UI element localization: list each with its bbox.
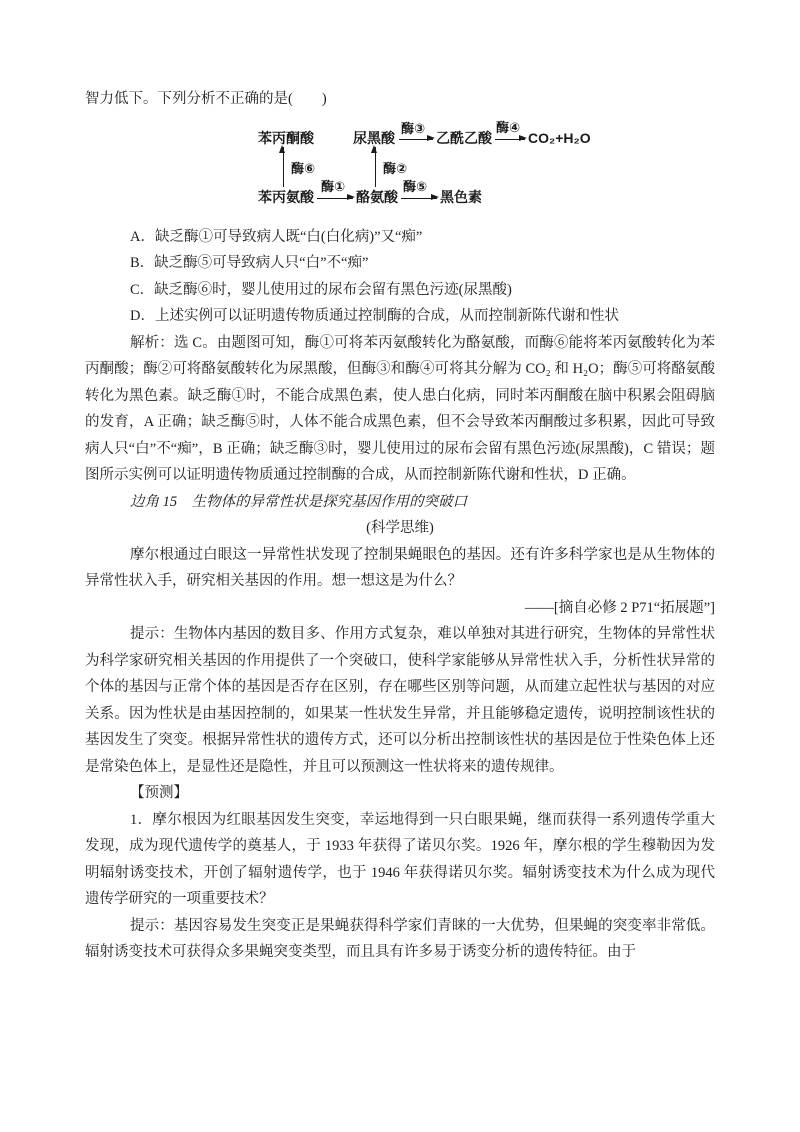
- option-c: C．缺乏酶⑥时，婴儿使用过的尿布会留有黑色污迹(尿黑酸): [130, 281, 512, 298]
- arrow-phenylalanine-to-phenylpyruvate: [283, 147, 284, 187]
- option-a: A．缺乏酶①可导致病人既“白(白化病)”又“痴”: [130, 228, 423, 245]
- arrow-tyrosine-to-homogentisate: [375, 147, 376, 187]
- arrow-phenylalanine-to-tyrosine: [317, 198, 353, 199]
- hint-paragraph-1: 提示：生物体内基因的数目多、作用方式复杂，难以单独对其进行研究，生物体的异常性状为科学家研究相关基因的作用提供了一个突破口，使科学家能够从异常性状入手，分析性状异常的个体的基因与正常个体的基因是否存在区别，存在哪些区别等问题，从而建立起性状与基因的对应关系。因为性状是由基因控制的，如果某一性状发生异常，并且能够稳定遗传，说明控制该性状的基因发生了突变。根据异常性状的遗传方式，还可以分析出控制该性状的基因是位于性染色体上还是常染色体上，是显性还是隐性，并且可以预测这一性状将来的遗传规律。: [85, 626, 715, 775]
- node-acetoacetate: 乙酰乙酸: [436, 129, 492, 146]
- enzyme-1-label: 酶①: [321, 178, 346, 194]
- corner-heading: 边角 15 生物体的异常性状是探究基因作用的突破口: [130, 493, 468, 510]
- predict-question-1: 1．摩尔根因为红眼基因发生突变，幸运地得到一只白眼果蝇，继而获得一系列遗传学重大发现，成为现代遗传学的奠基人，于 1933 年获得了诺贝尔奖。1926 年，摩尔根的学生穆勒因为发明辐射诱变技术，开创了辐射遗传学，也于 1946 年获得诺贝尔奖。辐射诱变技术为什么成为现代遗传学研究的一项重要技术？: [85, 811, 715, 907]
- node-tyrosine: 酪氨酸: [356, 188, 398, 205]
- arrow-homogentisate-to-acetoacetate: [399, 139, 433, 140]
- arrow-acetoacetate-to-co2: [495, 139, 525, 140]
- morgan-paragraph: 摩尔根通过白眼这一异常性状发现了控制果蝇眼色的基因。还有许多科学家也是从生物体的异常性状入手，研究相关基因的作用。想一想这是为什么？: [85, 546, 715, 589]
- source-attribution: ——[摘自必修 2 P71“拓展题”]: [524, 599, 715, 616]
- arrow-tyrosine-to-melanin: [401, 198, 437, 199]
- option-d: D．上述实例可以证明遗传物质通过控制酶的合成，从而控制新陈代谢和性状: [130, 308, 619, 324]
- node-homogentisate: 尿黑酸: [353, 129, 395, 146]
- analysis-paragraph: 解析：选 C。由题图可知，酶①可将苯丙氨酸转化为酪氨酸，而酶⑥能将苯丙氨酸转化为苯丙酮酸；酶②可将酪氨酸转化为尿黑酸，但酶③和酶④可将其分解为 CO₂ 和 H₂O；酶⑤可将酪氨酸转化为黑色素。缺乏酶①时，不能合成黑色素，使人患白化病，同时苯丙酮酸在脑中积累会阻碍脑的发育，A 正确；缺乏酶⑤时，人体不能合成黑色素，但不会导致苯丙酮酸过多积累，因此可导致病人只“白”不“痴”，B 正确；缺乏酶③时，婴儿使用过的尿布会留有黑色污迹(尿黑酸)，C 错误；题图所示实例可以证明遗传物质通过控制酶的合成，从而控制新陈代谢和性状，D 正确。: [85, 334, 715, 483]
- option-b: B．缺乏酶⑤可导致病人只“白”不“痴”: [130, 255, 369, 271]
- question-stem: 智力低下。下列分析不正确的是( ): [85, 91, 327, 107]
- hint-paragraph-2: 提示：基因容易发生突变正是果蝇获得科学家们青睐的一大优势，但果蝇的突变率非常低。辐射诱变技术可获得众多果蝇突变类型，而且具有许多易于诱变分析的遗传特征。由于: [85, 917, 715, 960]
- predict-label: 【预测】: [130, 785, 188, 801]
- node-phenylalanine: 苯丙氨酸: [258, 188, 314, 205]
- node-phenylpyruvate: 苯丙酮酸: [258, 129, 314, 146]
- corner-subtitle: (科学思维): [366, 520, 434, 536]
- node-melanin: 黑色素: [440, 188, 482, 205]
- node-co2-h2o: CO₂+H₂O: [528, 129, 591, 146]
- metabolic-pathway-diagram: [253, 121, 598, 218]
- enzyme-2-label: 酶②: [383, 160, 408, 176]
- enzyme-4-label: 酶④: [496, 119, 521, 135]
- enzyme-6-label: 酶⑥: [291, 160, 316, 176]
- enzyme-3-label: 酶③: [401, 120, 426, 136]
- options-block: [85, 224, 715, 330]
- enzyme-5-label: 酶⑤: [403, 178, 428, 194]
